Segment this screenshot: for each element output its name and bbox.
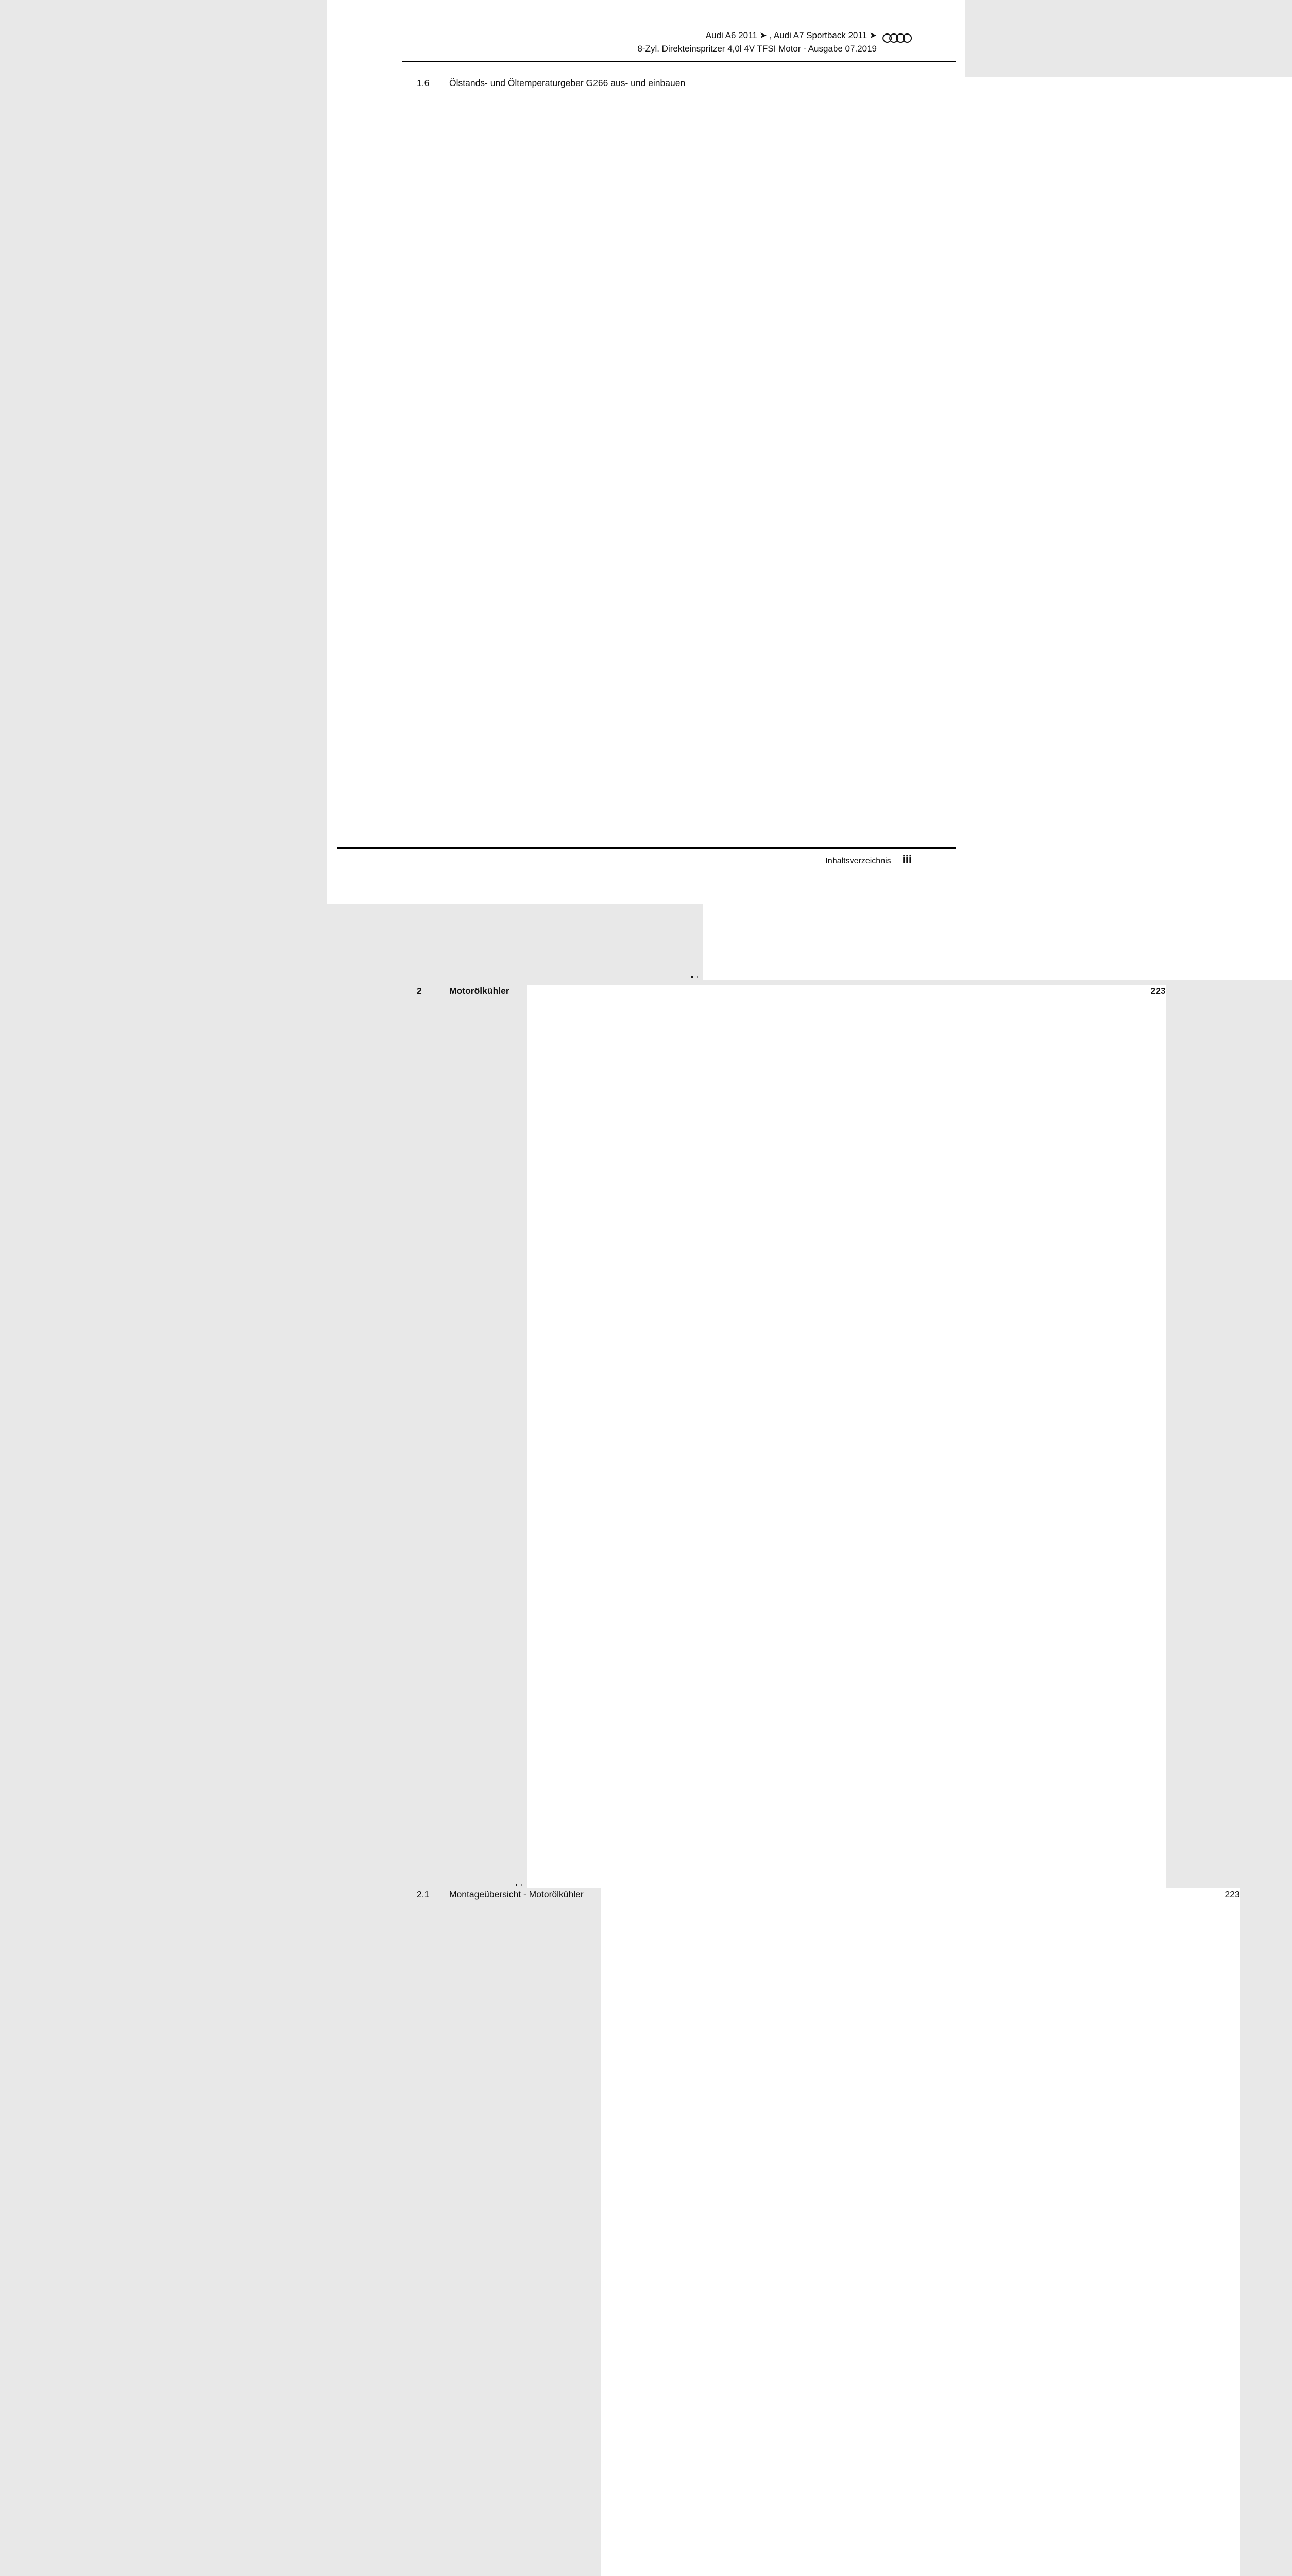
header-rule (402, 61, 956, 62)
header-model-line: Audi A6 2011 ➤ , Audi A7 Sportback 2011 ➤ (705, 30, 877, 40)
toc-page-number: 223 (527, 985, 1166, 1888)
toc-entry-title: Montageübersicht - Motorölkühler (449, 1889, 584, 1900)
toc-entry-number: 1.6 (417, 78, 430, 88)
toc-entry-row (417, 1888, 1240, 2576)
document-page (327, 0, 1240, 1900)
toc-list (417, 77, 1240, 2576)
page-header (637, 29, 877, 56)
page-footer (825, 853, 912, 867)
footer-page-number: iii (902, 853, 912, 866)
toc-entry-row (417, 77, 926, 980)
toc-dot-leader (516, 1884, 522, 1886)
footer-label: Inhaltsverzeichnis (825, 857, 891, 866)
toc-entry-title: Motorölkühler (449, 986, 509, 996)
footer-rule (337, 847, 956, 849)
toc-page-number (703, 77, 1292, 980)
toc-entry-title: Ölstands- und Öltemperaturgeber G266 aus- und einbauen (449, 78, 686, 88)
toc-entry-number: 2 (417, 986, 422, 996)
toc-dot-leader (691, 976, 698, 978)
header-engine-line: 8-Zyl. Direkteinspritzer 4,0l 4V TFSI Motor - Ausgabe 07.2019 (637, 44, 877, 54)
toc-entry-row (417, 985, 1166, 1888)
audi-rings-icon (882, 31, 912, 45)
toc-entry-number: 2.1 (417, 1889, 430, 1900)
toc-page-number: 223 (601, 1888, 1240, 2576)
